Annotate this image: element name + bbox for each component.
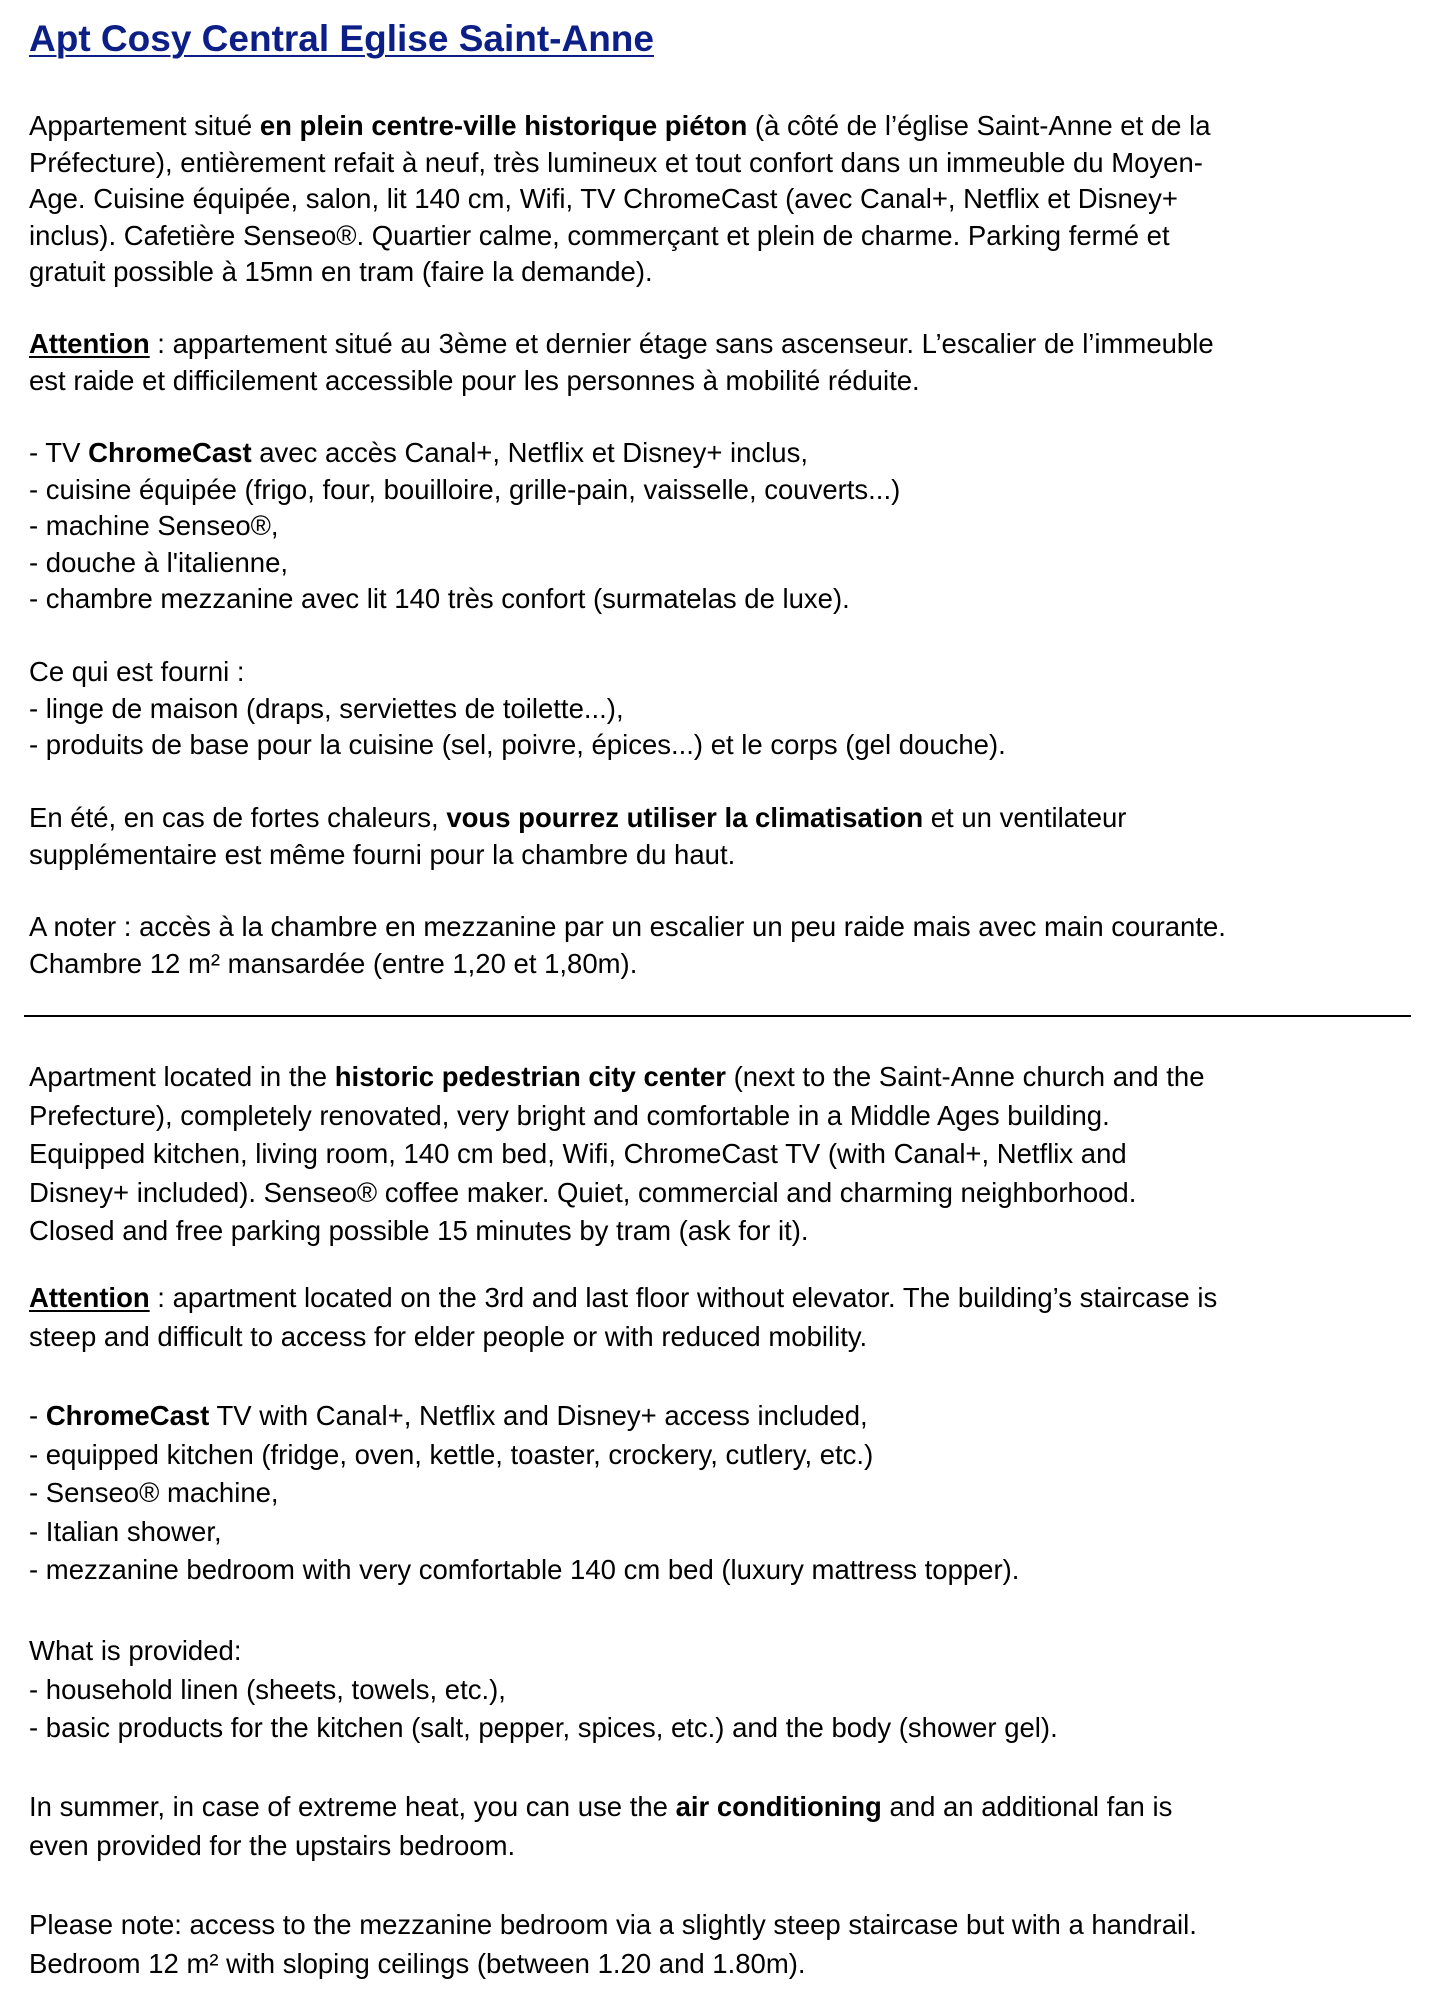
en-amenity-text: TV with Canal+, Netflix and Disney+ access included, bbox=[209, 1400, 868, 1431]
fr-attention-label: Attention bbox=[29, 328, 150, 359]
en-note-line: Please note: access to the mezzanine bedroom via a slightly steep staircase but with a handrail. bbox=[29, 1909, 1197, 1940]
fr-amenity-text: - TV bbox=[29, 437, 89, 468]
en-provided-item: - basic products for the kitchen (salt, pepper, spices, etc.) and the body (shower gel). bbox=[29, 1712, 1058, 1743]
en-provided-heading: What is provided: bbox=[29, 1635, 242, 1666]
en-intro-line: Equipped kitchen, living room, 140 cm bed, Wifi, ChromeCast TV (with Canal+, Netflix and bbox=[29, 1138, 1127, 1169]
en-amenity-highlight: ChromeCast bbox=[45, 1400, 210, 1431]
en-attention-text: : apartment located on the 3rd and last floor without elevator. The building’s staircase is bbox=[149, 1282, 1218, 1313]
fr-provided-item: - linge de maison (draps, serviettes de toilette...), bbox=[29, 692, 624, 724]
fr-amenity-item: - cuisine équipée (frigo, four, bouilloire, grille-pain, vaisselle, couverts...) bbox=[29, 473, 901, 505]
en-summer-line: even provided for the upstairs bedroom. bbox=[29, 1829, 516, 1861]
fr-provided-list bbox=[29, 654, 1006, 764]
fr-intro-text: (à côté de l’église Saint-Anne et de la bbox=[747, 110, 1211, 141]
fr-attention-text: : appartement situé au 3ème et dernier étage sans ascenseur. L’escalier de l’immeuble bbox=[149, 328, 1214, 359]
fr-intro-highlight: en plein centre-ville historique piéton bbox=[259, 110, 748, 141]
en-amenity-text: - bbox=[29, 1400, 46, 1431]
en-note-line: Bedroom 12 m² with sloping ceilings (between 1.20 and 1.80m). bbox=[29, 1947, 806, 1979]
fr-summer-line: supplémentaire est même fourni pour la chambre du haut. bbox=[29, 838, 736, 870]
en-amenity-item: - equipped kitchen (fridge, oven, kettle, toaster, crockery, cutlery, etc.) bbox=[29, 1438, 874, 1470]
en-amenities-list bbox=[29, 1397, 1019, 1590]
en-amenity-item: - mezzanine bedroom with very comfortable 140 cm bed (luxury mattress topper). bbox=[29, 1554, 1020, 1585]
page-title: Apt Cosy Central Eglise Saint-Anne bbox=[29, 18, 654, 59]
en-summer-text: In summer, in case of extreme heat, you can use the bbox=[29, 1791, 676, 1822]
en-amenity-item: - Italian shower, bbox=[29, 1515, 222, 1547]
fr-provided-item: - produits de base pour la cuisine (sel, poivre, épices...) et le corps (gel douche). bbox=[29, 729, 1006, 760]
fr-summer-text: et un ventilateur bbox=[923, 802, 1127, 833]
en-intro-highlight: historic pedestrian city center bbox=[334, 1061, 726, 1092]
en-intro-line: Prefecture), completely renovated, very bright and comfortable in a Middle Ages building. bbox=[29, 1099, 1110, 1131]
fr-amenity-highlight: ChromeCast bbox=[88, 437, 252, 468]
en-amenity-item: - Senseo® machine, bbox=[29, 1477, 279, 1508]
fr-note-line: A noter : accès à la chambre en mezzanine par un escalier un peu raide mais avec main courante. bbox=[29, 911, 1226, 942]
fr-amenities-list bbox=[29, 435, 900, 618]
fr-summer-text: En été, en cas de fortes chaleurs, bbox=[29, 802, 447, 833]
fr-summer-paragraph bbox=[29, 800, 1126, 873]
en-attention-line: steep and difficult to access for elder people or with reduced mobility. bbox=[29, 1320, 868, 1352]
en-provided-item: - household linen (sheets, towels, etc.), bbox=[29, 1673, 506, 1705]
fr-intro-text: Appartement situé bbox=[29, 110, 260, 141]
fr-intro-paragraph bbox=[29, 108, 1210, 291]
en-note-paragraph bbox=[29, 1906, 1197, 1983]
en-intro-text: (next to the Saint-Anne church and the bbox=[726, 1061, 1205, 1092]
en-summer-paragraph bbox=[29, 1788, 1172, 1865]
en-intro-line: Closed and free parking possible 15 minutes by tram (ask for it). bbox=[29, 1215, 809, 1246]
en-intro-text: Apartment located in the bbox=[29, 1061, 335, 1092]
fr-summer-highlight: vous pourrez utiliser la climatisation bbox=[446, 802, 924, 833]
en-intro-paragraph bbox=[29, 1058, 1205, 1251]
fr-intro-line: gratuit possible à 15mn en tram (faire la demande). bbox=[29, 256, 653, 287]
fr-intro-line: inclus). Cafetière Senseo®. Quartier calme, commerçant et plein de charme. Parking fermé et bbox=[29, 219, 1170, 251]
fr-attention-paragraph bbox=[29, 326, 1214, 399]
en-provided-list bbox=[29, 1632, 1058, 1748]
fr-provided-heading: Ce qui est fourni : bbox=[29, 656, 245, 687]
fr-intro-line: Age. Cuisine équipée, salon, lit 140 cm, Wifi, TV ChromeCast (avec Canal+, Netflix et Disney+ bbox=[29, 183, 1178, 214]
en-attention-label: Attention bbox=[29, 1282, 150, 1313]
section-divider bbox=[24, 1015, 1411, 1017]
en-attention-paragraph bbox=[29, 1279, 1217, 1356]
fr-note-paragraph bbox=[29, 909, 1226, 982]
en-summer-highlight: air conditioning bbox=[675, 1791, 882, 1822]
fr-amenity-item: - douche à l'italienne, bbox=[29, 546, 289, 578]
fr-attention-line: est raide et difficilement accessible pour les personnes à mobilité réduite. bbox=[29, 364, 920, 396]
fr-intro-line: Préfecture), entièrement refait à neuf, très lumineux et tout confort dans un immeuble du Moyen- bbox=[29, 146, 1203, 178]
fr-amenity-item: - chambre mezzanine avec lit 140 très confort (surmatelas de luxe). bbox=[29, 583, 850, 614]
en-intro-line: Disney+ included). Senseo® coffee maker. Quiet, commercial and charming neighborhood. bbox=[29, 1176, 1137, 1208]
fr-amenity-text: avec accès Canal+, Netflix et Disney+ inclus, bbox=[251, 437, 808, 468]
fr-note-line: Chambre 12 m² mansardée (entre 1,20 et 1,80m). bbox=[29, 947, 638, 979]
fr-amenity-item: - machine Senseo®, bbox=[29, 510, 279, 541]
en-summer-text: and an additional fan is bbox=[881, 1791, 1173, 1822]
